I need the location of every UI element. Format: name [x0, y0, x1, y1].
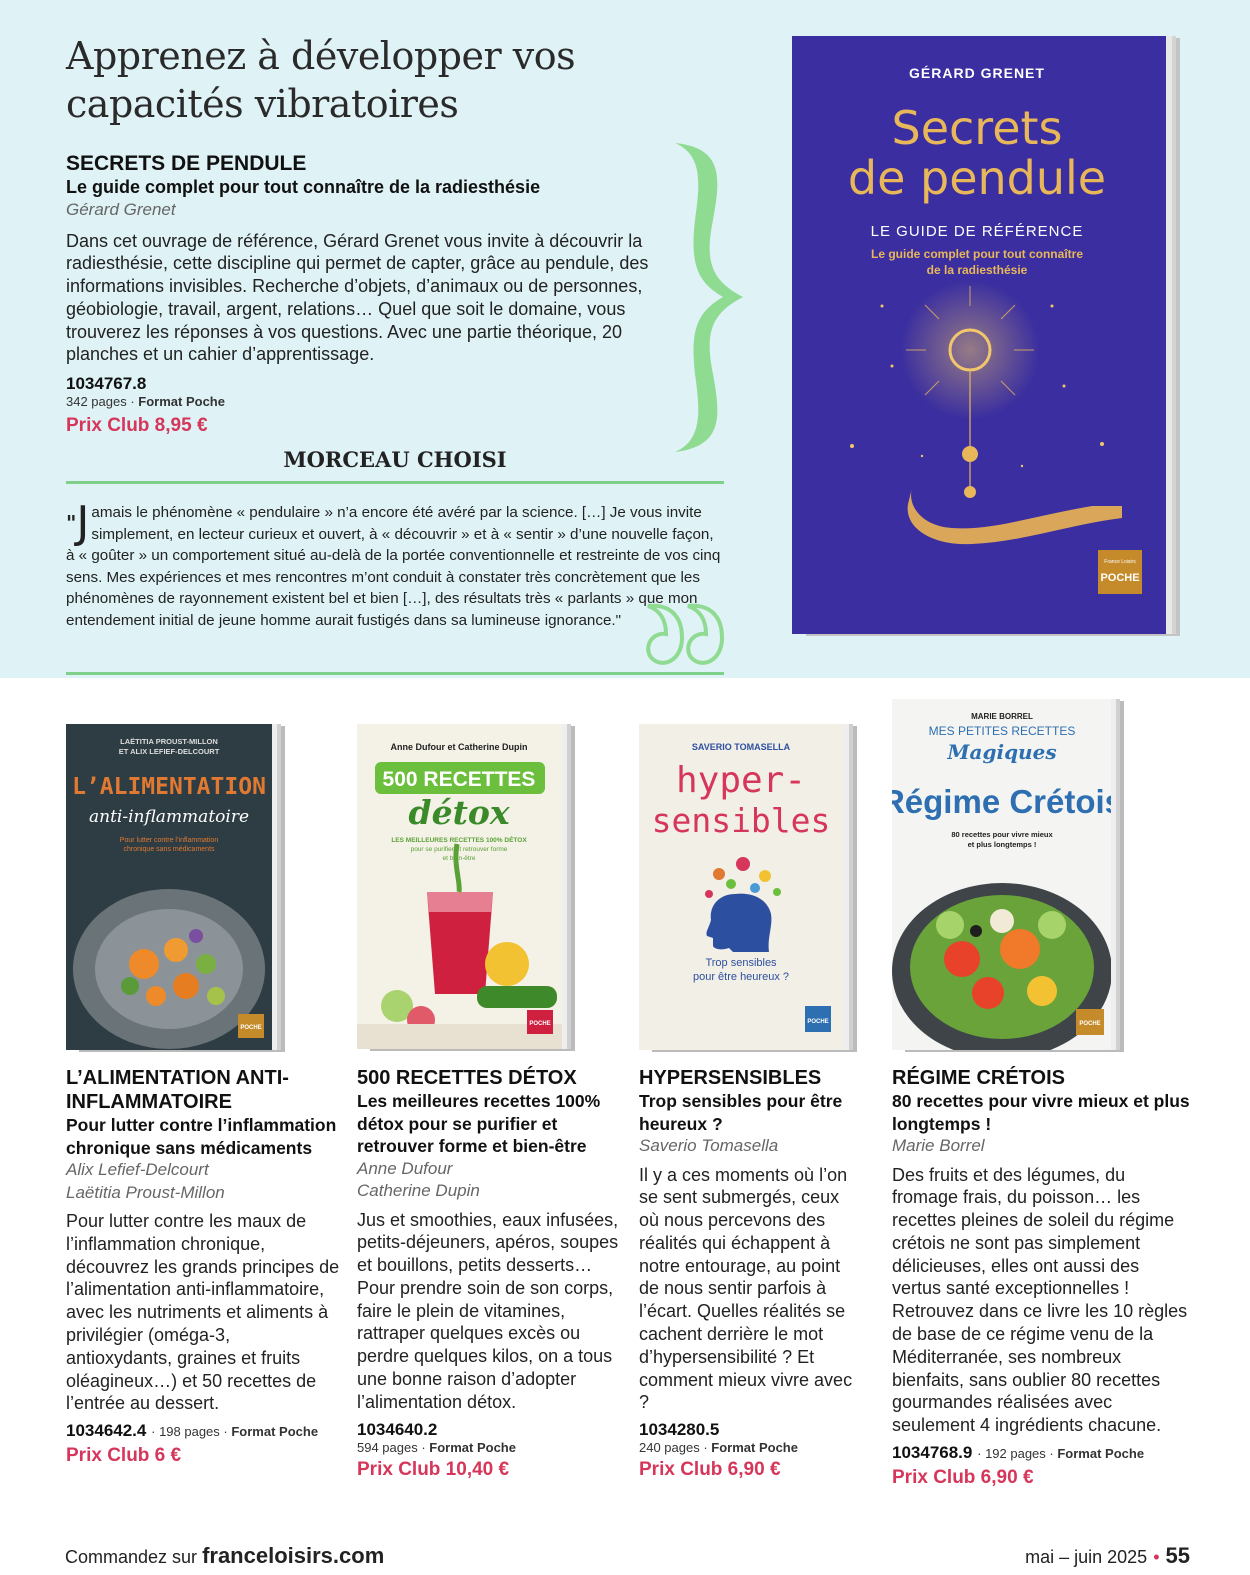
cover-title-line2: de pendule [847, 151, 1107, 205]
cover-t1: hyper- [675, 760, 807, 801]
footer-bullet: • [1153, 1547, 1160, 1567]
page-headline: Apprenez à développer vos capacités vibratoires [66, 34, 576, 126]
product-pages: 240 pages [639, 1440, 700, 1456]
featured-book-info [66, 152, 686, 437]
product-title: HYPERSENSIBLES [639, 1067, 822, 1089]
quote-dropcap-letter: J [76, 497, 90, 548]
alimentation-cover[interactable] [66, 724, 272, 1050]
product-author: Anne Dufour [357, 1158, 453, 1178]
divider-top [66, 481, 724, 484]
product-price: Prix Club 10,40 € [357, 1458, 510, 1480]
cover-t4: pour se purifier et retrouver forme [410, 846, 508, 853]
cover-sub1: Le guide complet pour tout connaître [870, 247, 1084, 261]
cover-art [66, 724, 272, 1050]
product-price: Prix Club 6 € [66, 1445, 182, 1467]
cover-authors: SAVERIO TOMASELLA [691, 742, 791, 752]
cover-t1: MES PETITES RECETTES [928, 724, 1076, 738]
close-quote-icon [640, 596, 730, 676]
product-author: Alix Lefief-Delcourt [66, 1160, 209, 1179]
divider-bottom [66, 672, 724, 675]
poche-badge-text: POCHE [240, 1025, 262, 1031]
cover-authors-l2: ET ALIX LEFIEF-DELCOURT [118, 747, 220, 756]
footer-period: mai – juin 2025 [1025, 1547, 1148, 1567]
product-hypersensibles [639, 1066, 859, 1481]
product-detox [357, 1066, 622, 1481]
product-pages-format: 240 pages · Format Poche [639, 1440, 798, 1456]
poche-badge-text: POCHE [807, 1019, 829, 1025]
cover-author: GÉRARD GRENET [909, 65, 1045, 81]
footer-site-link[interactable]: franceloisirs.com [202, 1543, 385, 1568]
cover-t4: chronique sans médicaments [123, 846, 215, 853]
product-pages: 198 pages [159, 1424, 220, 1440]
product-ref: 1034642.4 [66, 1421, 147, 1441]
cover-t3: Trop sensibles [705, 957, 777, 969]
product-author: Marie Borrel [892, 1136, 985, 1155]
cover-authors-l1: LAËTITIA PROUST-MILLON [120, 737, 218, 746]
cover-t5: et plus longtemps ! [967, 840, 1037, 849]
product-ref: 1034280.5 [639, 1420, 720, 1440]
cover-authors: MARIE BORREL [971, 712, 1033, 721]
pendulum-bead-icon [962, 446, 978, 462]
product-price: Prix Club 6,90 € [639, 1459, 781, 1481]
product-subtitle: 80 recettes pour vivre mieux et plus longtemps ! [892, 1091, 1190, 1134]
product-pages: 594 pages [357, 1439, 418, 1455]
product-subtitle: Trop sensibles pour être heureux ? [639, 1091, 843, 1134]
morceau-choisi-title: MORCEAU CHOISI [283, 447, 507, 472]
product-pages-format: 594 pages · Format Poche [357, 1439, 516, 1455]
quote-dropcap [66, 497, 90, 548]
poche-badge-small: France Loisirs [1104, 559, 1136, 565]
product-format: Format Poche [1057, 1446, 1145, 1462]
cover-t2: détox [408, 793, 510, 832]
product-pages: 192 pages [985, 1446, 1046, 1462]
cover-t1: 500 RECETTES [382, 768, 536, 791]
product-author-2: Laëtitia Proust-Millon [66, 1182, 225, 1202]
cover-t3: Pour lutter contre l’inflammation [119, 837, 219, 844]
product-description: Jus et smoothies, eaux infusées, petits-déjeuners, apéros, soupes et bouillons, petits desserts… Pour prendre soin de son corps, faire le plein de vitamines, rattraper quelques excès ou perdre quelques kilos, on a tous une bonne raison d’adopter l’alimentation détox. [357, 1209, 619, 1412]
featured-format: Format Poche [138, 394, 225, 410]
cover-art [639, 724, 844, 1050]
product-ref: 1034768.9 [892, 1443, 973, 1463]
product-regime-cretois [892, 1066, 1192, 1489]
product-title: L’ALIMENTATION ANTI-INFLAMMATOIRE [66, 1067, 289, 1113]
poche-badge-text: POCHE [1100, 572, 1140, 584]
product-format: Format Poche [711, 1440, 798, 1456]
cover-t2: sensibles [651, 801, 831, 840]
brace-shape [675, 143, 743, 452]
cover-art [892, 699, 1111, 1050]
morceau-choisi-quote [66, 497, 726, 632]
footer-order-prefix: Commandez sur [65, 1547, 198, 1567]
secrets-de-pendule-cover[interactable] [792, 36, 1166, 634]
cover-tagline: LE GUIDE DE RÉFÉRENCE [870, 223, 1084, 240]
product-alimentation [66, 1066, 341, 1467]
featured-subtitle: Le guide complet pour tout connaître de la radiesthésie [66, 177, 541, 197]
page-number: 55 [1165, 1543, 1190, 1568]
quote-text: amais le phénomène « pendulaire » n’a encore été avéré par la science. […] Je vous invite simplement, en lecteur curieux et ouvert, à « découvrir » et à « sentir » d’une nouvelle façon, à « goûter » un comportement situé au-delà de la portée conventionnelle et restreinte de vos cinq sens. Mes expériences et mes rencontres m’ont conduit à constater très concrètement que les phénomènes de rayonnement existent bel et bien […], des résultats très « parlants » que mon entendement initial de jeune homme aurait fustigés dans sa lumineuse ignorance." [66, 504, 721, 629]
cover-art [357, 724, 562, 1049]
featured-pages: 342 pages [66, 394, 127, 410]
cover-t4: pour être heureux ? [692, 971, 790, 983]
cover-t2: anti-inflammatoire [88, 807, 250, 827]
footer-order [65, 1543, 384, 1569]
product-title: RÉGIME CRÉTOIS [892, 1067, 1065, 1089]
product-ref: 1034640.2 [357, 1419, 438, 1439]
product-description: Des fruits et des légumes, du fromage frais, du poisson… les recettes pleines de soleil du régime crétois ne sont pas simplement délicieuses, elles ont aussi des vertus santé exceptionnelles ! Retrouvez dans ce livre les 10 règles de base de ce régime venu de la Méditerranée, ses nombreux bienfaits, sans oublier 80 recettes gourmandes réalisées avec seulement 4 ingrédients chacune. [892, 1164, 1188, 1436]
featured-price: Prix Club 8,95 € [66, 415, 208, 437]
pendulum-icon [964, 486, 976, 498]
featured-title: SECRETS DE PENDULE [66, 152, 307, 175]
head-profile-icon [706, 894, 771, 952]
product-author: Saverio Tomasella [639, 1136, 779, 1155]
product-description: Pour lutter contre les maux de l’inflammation chronique, découvrez les grands principes de l’alimentation anti-inflammatoire, avec les nutriments et aliments à privilégier (oméga-3, antioxydants, graines et fruits oléagineux…) et 50 recettes de l’entrée au dessert. [66, 1211, 340, 1414]
cover-t1: L’ALIMENTATION [72, 774, 266, 800]
poche-badge-text: POCHE [529, 1021, 551, 1027]
cover-t4: 80 recettes pour vivre mieux [951, 830, 1053, 839]
detox-cover[interactable] [357, 724, 562, 1049]
product-title: 500 RECETTES DÉTOX [357, 1067, 577, 1089]
cover-art [792, 36, 1166, 634]
product-ref-line: 1034768.9 · 192 pages · Format Poche [892, 1443, 1145, 1463]
product-ref-line: 1034642.4 · 198 pages · Format Poche [66, 1421, 319, 1441]
footer-page-info [1025, 1543, 1190, 1569]
quote-open-mark: " [66, 511, 77, 535]
poche-badge-text: POCHE [1079, 1021, 1101, 1027]
product-subtitle: Pour lutter contre l’inflammation chronique sans médicaments [66, 1115, 337, 1158]
featured-author: Gérard Grenet [66, 200, 176, 219]
cover-title-line1: Secrets [891, 101, 1063, 155]
product-subtitle: Les meilleures recettes 100% détox pour se purifier et retrouver forme et bien-être [357, 1091, 601, 1156]
hypersensibles-cover[interactable] [639, 724, 844, 1050]
cover-authors: Anne Dufour et Catherine Dupin [390, 742, 528, 752]
product-format: Format Poche [231, 1424, 319, 1440]
cover-t3: LES MEILLEURES RECETTES 100% DÉTOX [391, 837, 527, 844]
featured-ref: 1034767.8 [66, 374, 147, 394]
featured-pages-format: 342 pages · Format Poche [66, 394, 225, 410]
product-description: Il y a ces moments où l’on se sent submergés, ceux où nous percevons des réalités qui échappent à notre entourage, au point de nous sentir parfois à l’écart. Quelles réalités se cachent derrière le mot d’hypersensibilité ? Et comment mieux vivre avec ? [639, 1164, 853, 1413]
curly-brace-decoration [665, 140, 755, 455]
product-price: Prix Club 6,90 € [892, 1467, 1034, 1489]
cover-t3: Régime Crétois [892, 783, 1111, 820]
product-author-2: Catherine Dupin [357, 1181, 480, 1200]
cover-t2: Magiques [947, 740, 1057, 764]
regime-cretois-cover[interactable] [892, 699, 1111, 1050]
cover-t5: et bien-être [442, 855, 476, 862]
cover-sub2: de la radiesthésie [926, 263, 1028, 277]
featured-description: Dans cet ouvrage de référence, Gérard Grenet vous invite à découvrir la radiesthésie, cette discipline qui permet de capter, grâce au pendule, des informations invisibles. Recherche d’objets, d’animaux ou de personnes, géobiologie, travail, argent, relations… Quel que soit le domaine, vous trouverez les réponses à vos questions. Avec une partie théorique, 20 planches et un cahier d’apprentissage. [66, 230, 649, 365]
product-format: Format Poche [429, 1439, 516, 1455]
